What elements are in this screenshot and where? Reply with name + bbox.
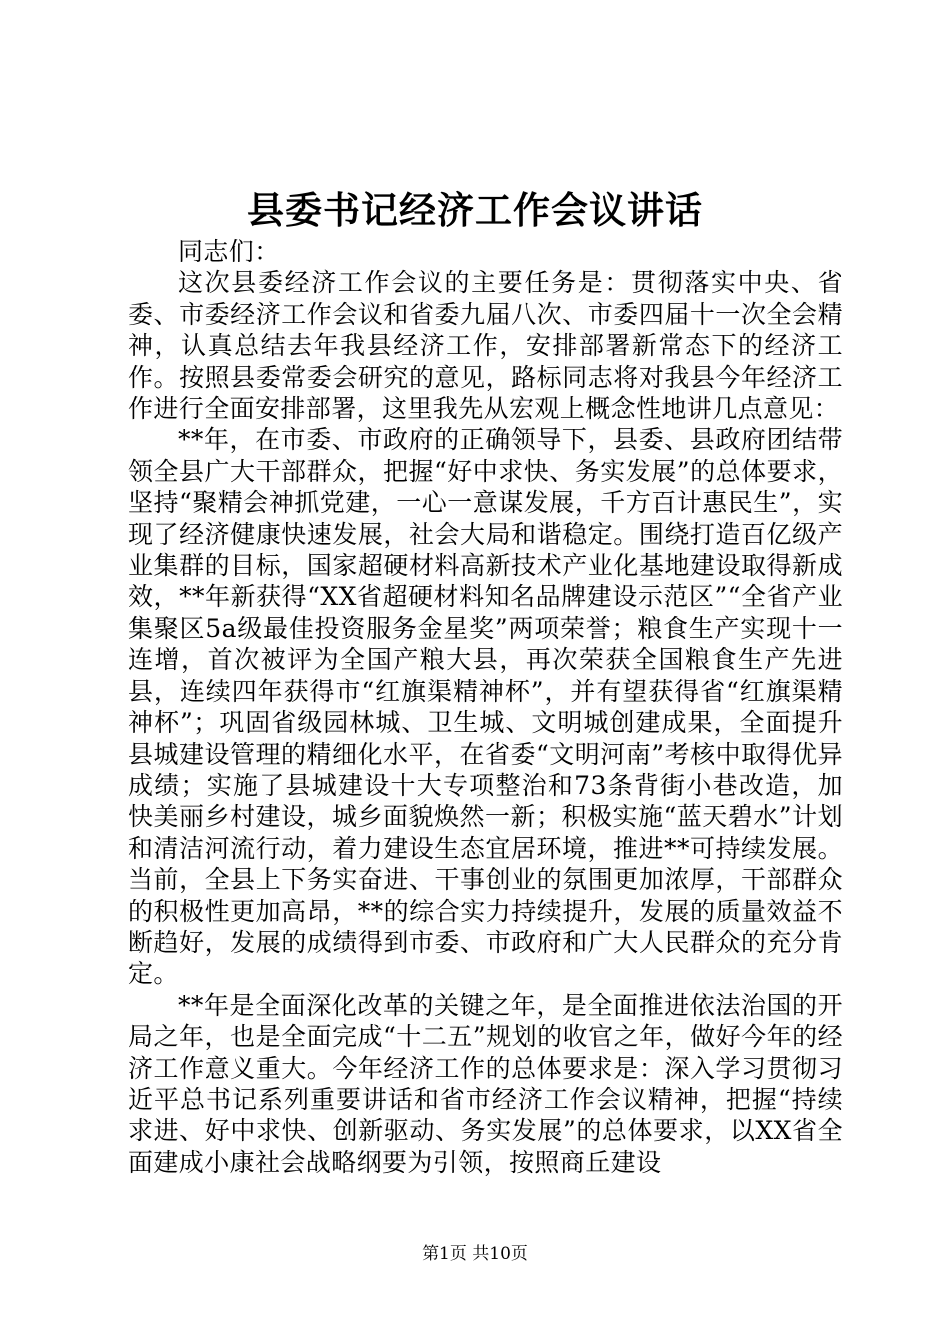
document-title: 县委书记经济工作会议讲话 — [247, 188, 703, 232]
body-paragraph: 这次县委经济工作会议的主要任务是：贯彻落实中央、省委、市委经济工作会议和省委九届八次、市委四届十一次全会精神，认真总结去年我县经济工作，安排部署新常态下的经济工作。按照县委常委会研究的意见，路标同志将对我县今年经济工作进行全面安排部署，这里我先从宏观上概念性地讲几点意见： — [128, 268, 843, 424]
body-paragraph: **年，在市委、市政府的正确领导下，县委、县政府团结带领全县广大干部群众，把握“好中求快、务实发展”的总体要求，坚持“聚精会神抓党建，一心一意谋发展，千方百计惠民生”，实现了经济健康快速发展，社会大局和谐稳定。围绕打造百亿级产业集群的目标，国家超硬材料高新技术产业化基地建设取得新成效，**年新获得“XX省超硬材料知名品牌建设示范区”“全省产业集聚区5a级最佳投资服务金星奖”两项荣誉；粮食生产实现十一连增，首次被评为全国产粮大县，再次荣获全国粮食生产先进县，连续四年获得市“红旗渠精神杯”，并有望获得省“红旗渠精神杯”；巩固省级园林城、卫生城、文明城创建成果，全面提升县城建设管理的精细化水平，在省委“文明河南”考核中取得优异成绩；实施了县城建设十大专项整治和73条背街小巷改造，加快美丽乡村建设，城乡面貌焕然一新；积极实施“蓝天碧水”计划和清洁河流行动，着力建设生态宜居环境，推进**可持续发展。当前，全县上下务实奋进、干事创业的氛围更加浓厚，干部群众的积极性更加高昂，**的综合实力持续提升，发展的质量效益不断趋好，发展的成绩得到市委、市政府和广大人民群众的充分肯定。 — [128, 425, 843, 989]
body-paragraph: **年是全面深化改革的关键之年，是全面推进依法治国的开局之年，也是全面完成“十二五”规划的收官之年，做好今年的经济工作意义重大。今年经济工作的总体要求是：深入学习贯彻习近平总书记系列重要讲话和省市经济工作会议精神，把握“持续求进、好中求快、创新驱动、务实发展”的总体要求，以XX省全面建成小康社会战略纲要为引领，按照商丘建设 — [128, 990, 843, 1177]
page-footer — [0, 1243, 950, 1265]
salutation-paragraph: 同志们： — [178, 237, 280, 266]
document-body — [128, 236, 843, 1178]
page-number-label: 第1页 共10页 — [422, 1244, 528, 1264]
